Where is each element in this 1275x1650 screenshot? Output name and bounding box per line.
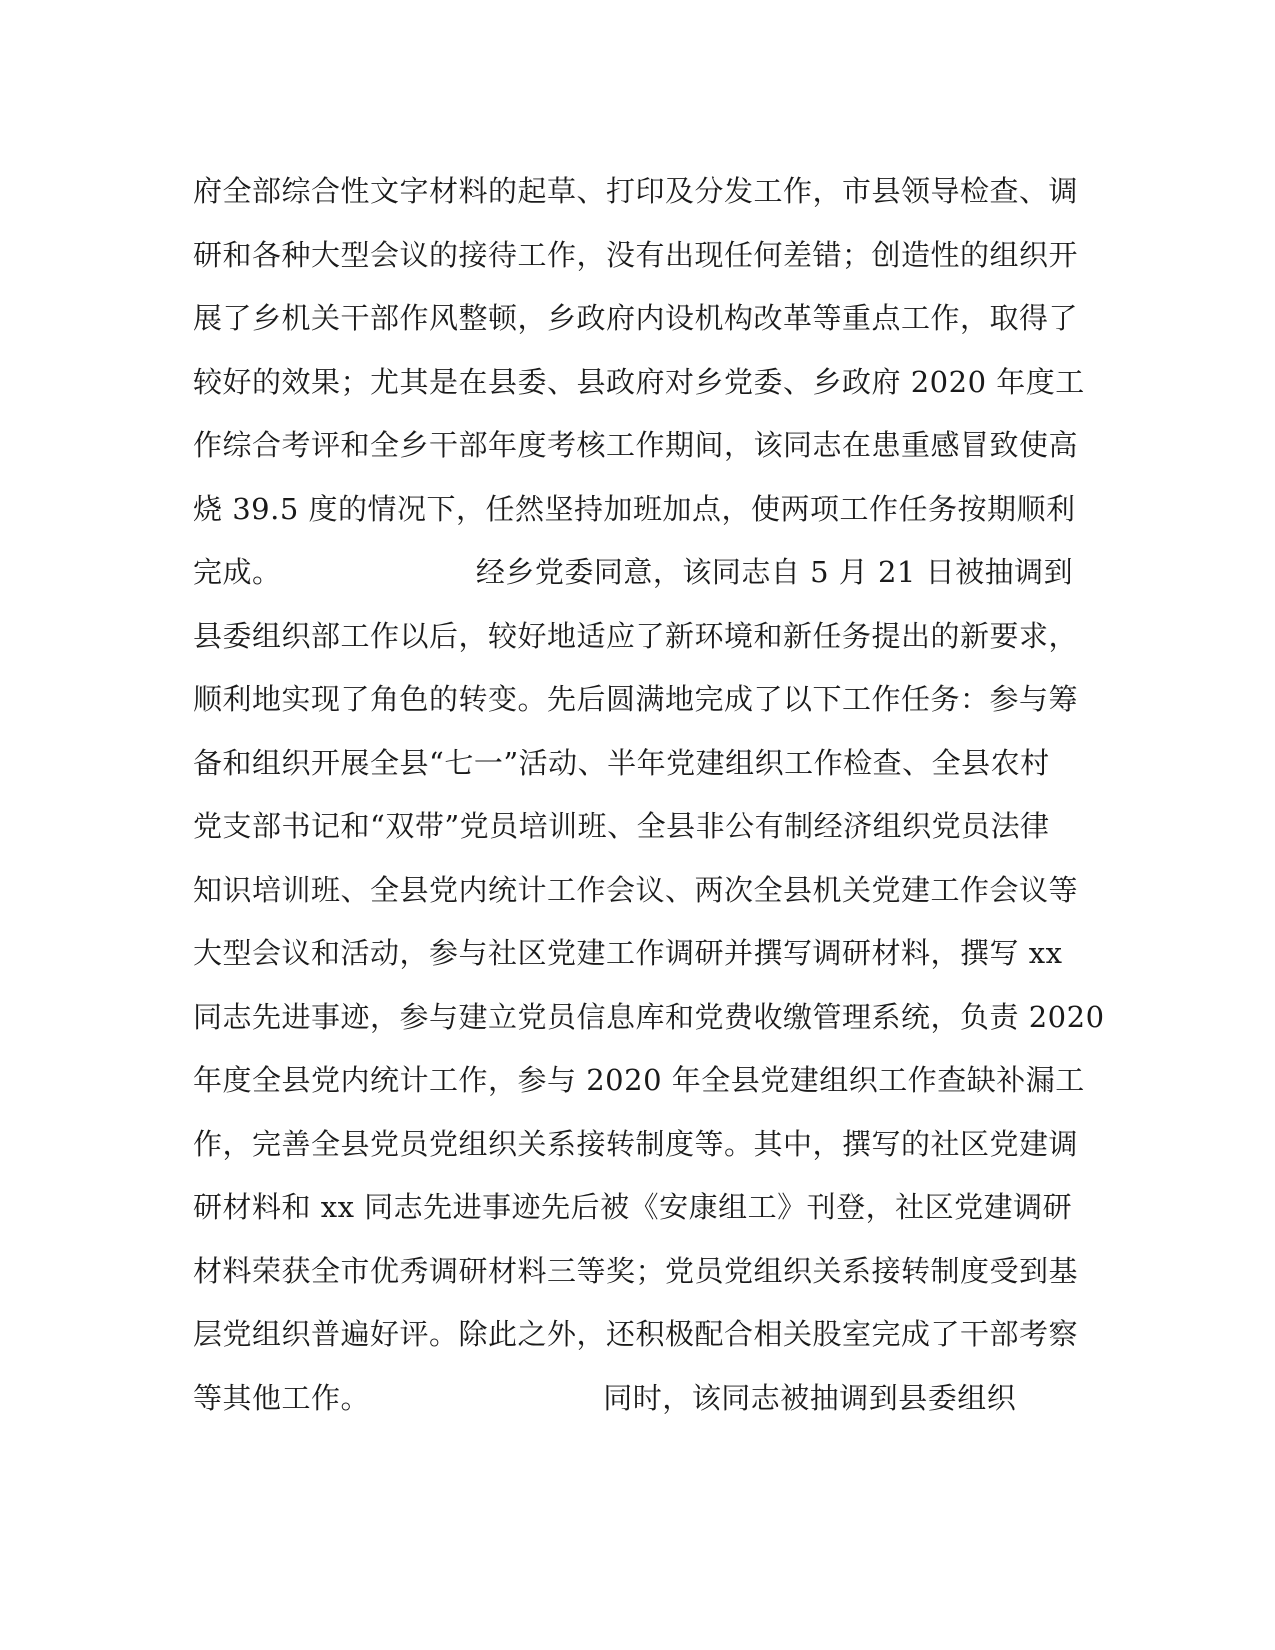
- text-line: 等其他工作。 同时，该同志被抽调到县委组织: [193, 1380, 1017, 1415]
- text-line: 完成。 经乡党委同意，该同志自 5 月 21 日被抽调到: [193, 555, 1074, 589]
- text-line: 研材料和 xx 同志先进事迹先后被《安康组工》刊登，社区党建调研: [193, 1190, 1073, 1224]
- text-line: 作综合考评和全乡干部年度考核工作期间，该同志在患重感冒致使高: [193, 428, 1079, 462]
- text-line: 烧 39.5 度的情况下，任然坚持加班加点，使两项工作任务按期顺利: [193, 491, 1076, 526]
- text-line: 同志先进事迹，参与建立党员信息库和党费收缴管理系统，负责 2020: [193, 999, 1105, 1034]
- text-line: 层党组织普遍好评。除此之外，还积极配合相关股室完成了干部考察: [193, 1317, 1079, 1351]
- text-line: 作，完善全县党员党组织关系接转制度等。其中，撰写的社区党建调: [193, 1126, 1079, 1161]
- text-line: 知识培训班、全县党内统计工作会议、两次全县机关党建工作会议等: [193, 872, 1079, 907]
- text-line: 县委组织部工作以后，较好地适应了新环境和新任务提出的新要求，: [193, 618, 1079, 653]
- text-line: 大型会议和活动，参与社区党建工作调研并撰写调研材料，撰写 xx: [193, 936, 1063, 970]
- text-line: 党支部书记和“双带”党员培训班、全县非公有制经济组织党员法律: [193, 809, 1050, 843]
- text-line: 展了乡机关干部作风整顿，乡政府内设机构改革等重点工作，取得了: [193, 301, 1079, 335]
- text-line: 备和组织开展全县“七一”活动、半年党建组织工作检查、全县农村: [193, 745, 1050, 780]
- text-line: 材料荣获全市优秀调研材料三等奖；党员党组织关系接转制度受到基: [193, 1253, 1079, 1288]
- text-line: 顺利地实现了角色的转变。先后圆满地完成了以下工作任务：参与筹: [193, 682, 1079, 716]
- body-text: [193, 160, 1105, 1430]
- text-line: 年度全县党内统计工作，参与 2020 年全县党建组织工作查缺补漏工: [193, 1063, 1085, 1097]
- text-line: 较好的效果；尤其是在县委、县政府对乡党委、乡政府 2020 年度工: [193, 364, 1085, 399]
- text-line: 研和各种大型会议的接待工作，没有出现任何差错；创造性的组织开: [193, 237, 1079, 272]
- text-line: 府全部综合性文字材料的起草、打印及分发工作，市县领导检查、调: [193, 174, 1079, 208]
